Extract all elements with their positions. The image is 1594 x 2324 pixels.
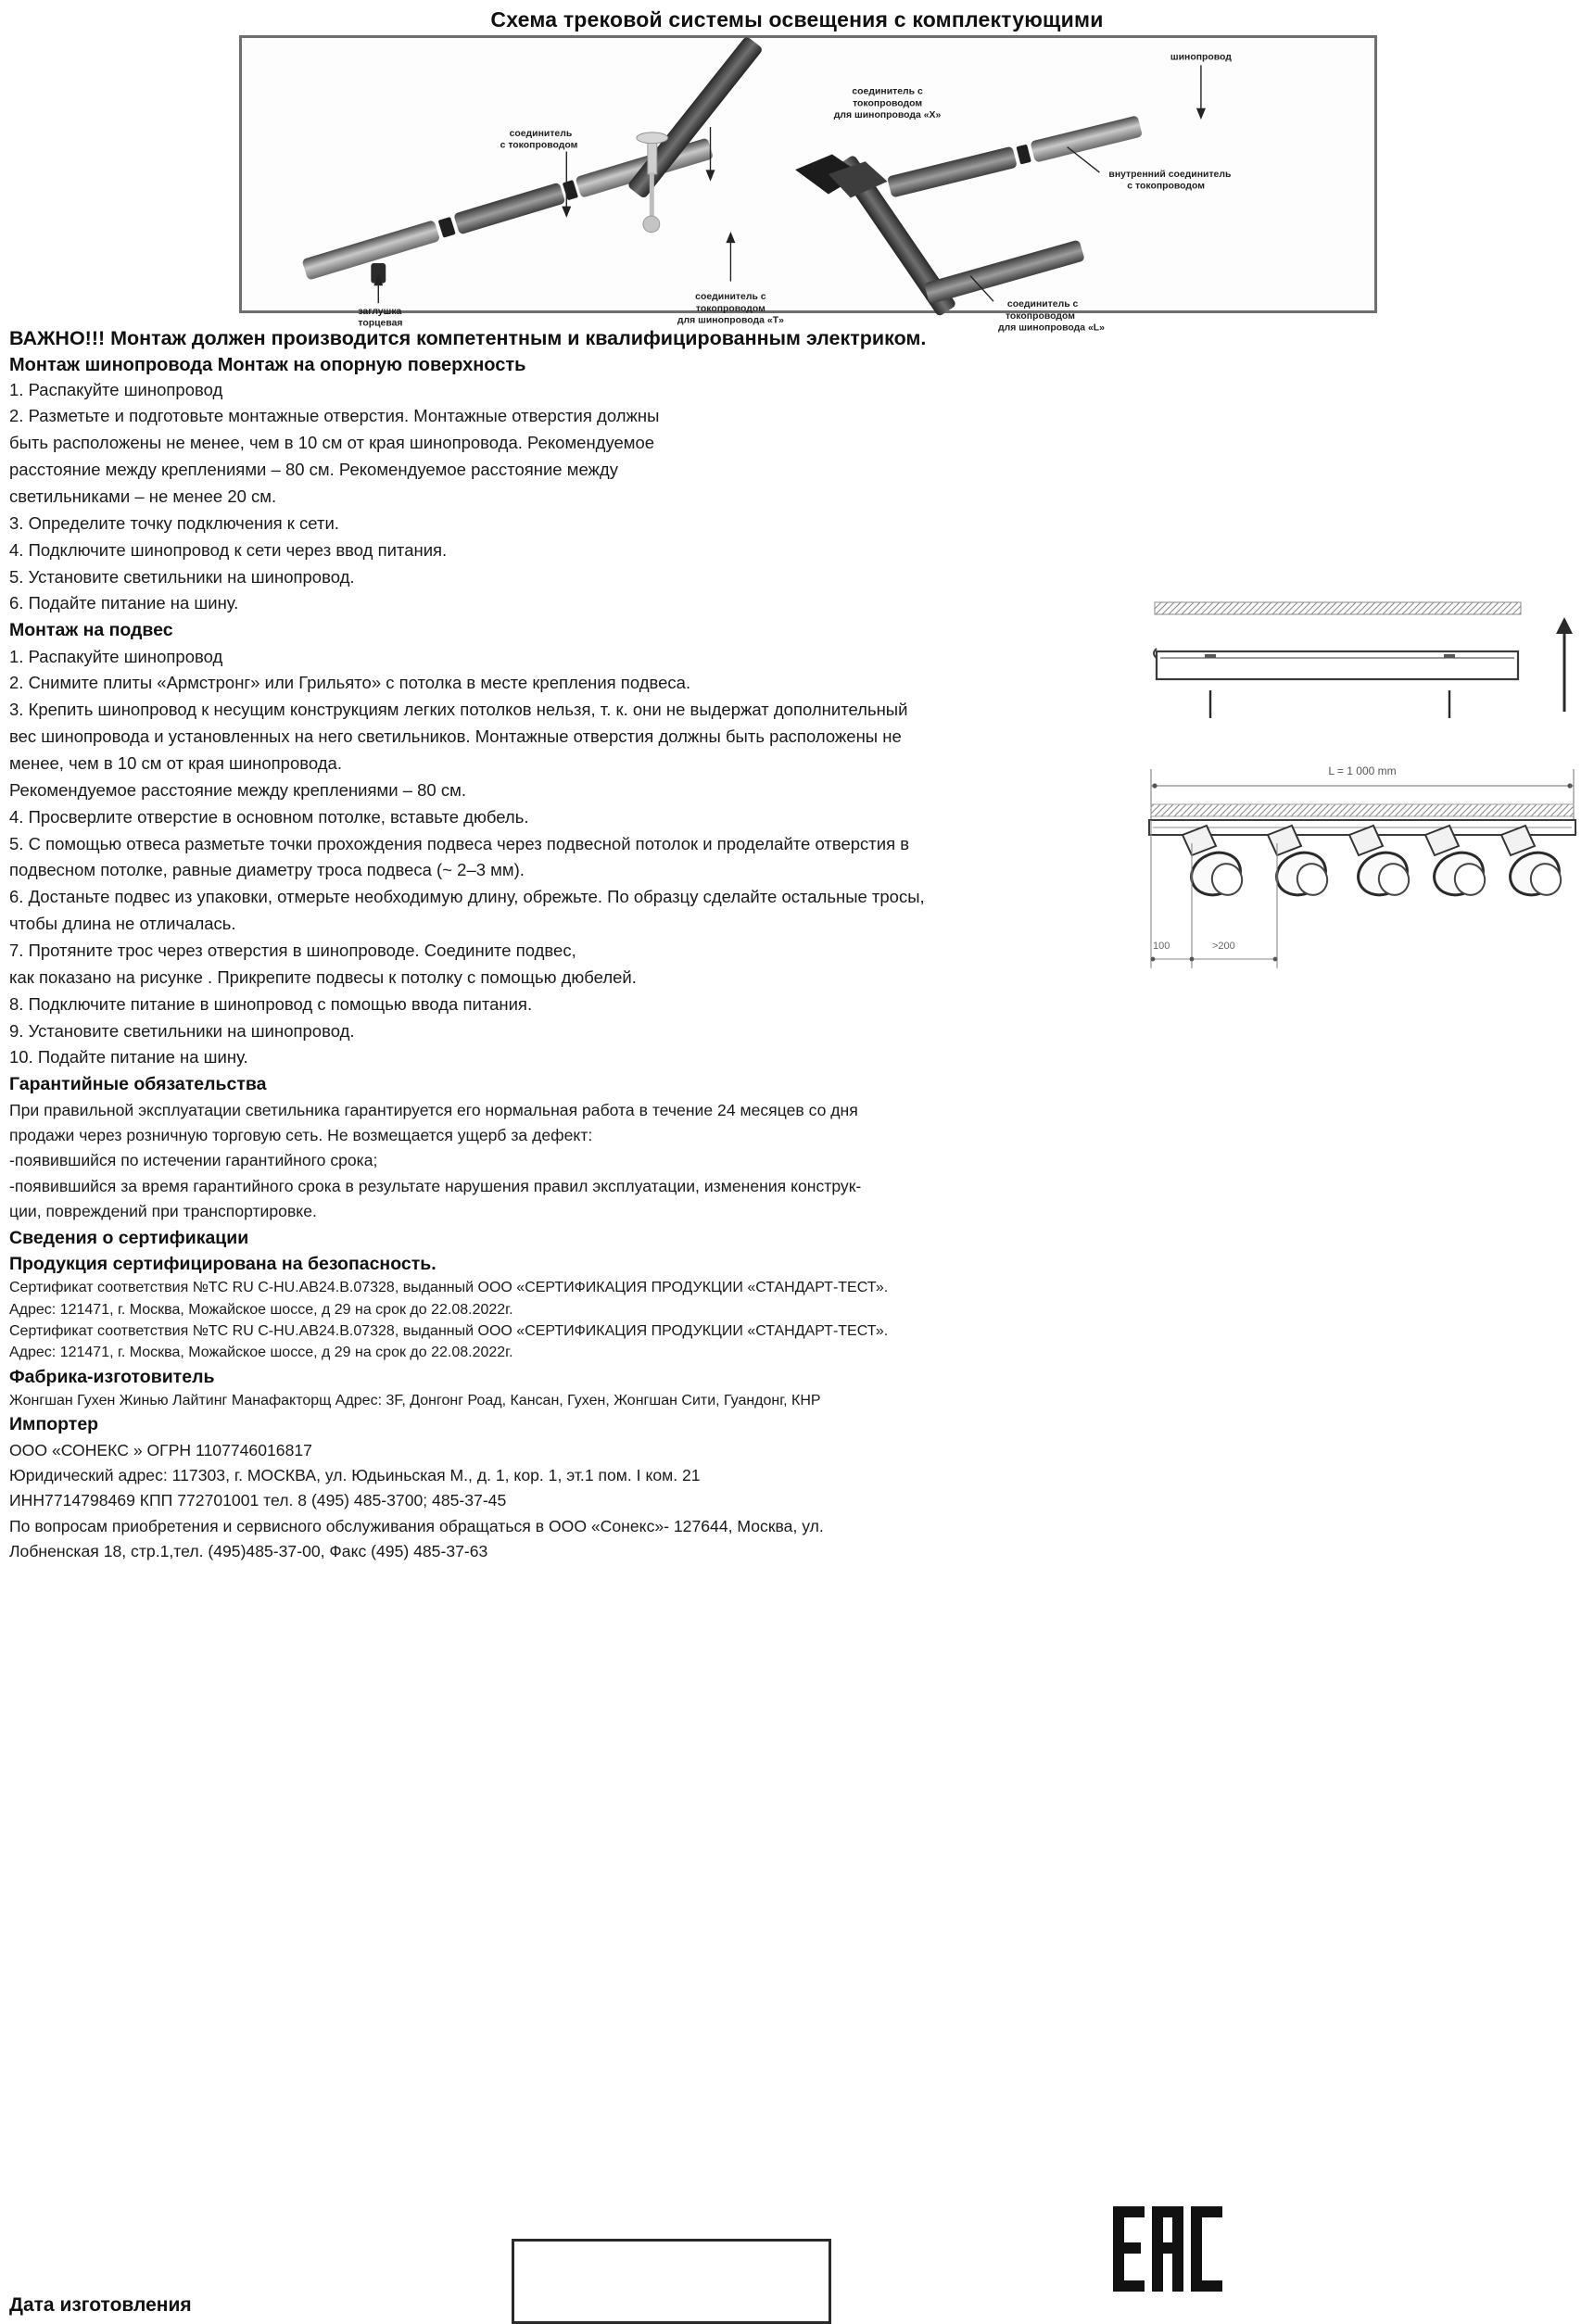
heading-factory: Фабрика-изготовитель <box>9 1366 215 1387</box>
screw-icon <box>1210 690 1449 718</box>
warranty-line-3: -появившийся по истечении гарантийного срока; <box>9 1151 378 1170</box>
step-susp-3a: 3. Крепить шинопровод к несущим конструкциям легких потолков нельзя, т. к. они не выдержат дополнительный <box>9 700 908 720</box>
importer-block <box>0 1438 1594 1565</box>
step-susp-8: 8. Подключите питание в шинопровод с помощью ввода питания. <box>9 993 533 1014</box>
top-mount-view <box>1154 602 1573 718</box>
length-dimension-label: L = 1 000 mm <box>1328 764 1397 777</box>
warranty-line-5: ции, повреждений при транспортировке. <box>9 1202 317 1221</box>
certification-headline: Продукция сертифицирована на безопасность. <box>9 1253 436 1274</box>
importer-line-5: Лобненская 18, стр.1,тел. (495)485-37-00, Факс (495) 485-37-63 <box>9 1542 488 1561</box>
spotlight-layout-view <box>1149 764 1575 968</box>
importer-line-1: ООО «СОНЕКС » ОГРН 1107746016817 <box>9 1440 312 1459</box>
diagram-hub <box>301 35 1143 317</box>
leader-lines <box>374 65 1205 303</box>
heading-warranty: Гарантийные обязательства <box>9 1074 267 1095</box>
label-connector-x-l2: токопроводом <box>853 98 923 109</box>
cert-line-3: Сертификат соответствия №ТС RU C-HU.АВ24.В.07328, выданный ООО «СЕРТИФИКАЦИЯ ПРОДУКЦИИ «СТАНДАРТ-ТЕСТ». <box>9 1322 889 1339</box>
step-surface-2b: быть расположены не менее, чем в 10 см от края шинопровода. Рекомендуемое <box>9 433 655 453</box>
manufacture-date-label: Дата изготовления <box>9 2294 192 2316</box>
manufacture-date-box[interactable] <box>512 2239 831 2324</box>
label-connector-l-l3: для шинопровода «L» <box>997 322 1105 334</box>
warranty-block <box>0 1098 1594 1225</box>
step-susp-1: 1. Распакуйте шинопровод <box>9 646 223 666</box>
importer-line-2: Юридический адрес: 117303, г. МОСКВА, ул. Юдьиньская М., д. 1, кор. 1, эт.1 пом. I ком. 21 <box>9 1466 701 1485</box>
heading-mount-suspension: Монтаж на подвес <box>9 620 173 641</box>
heading-mount-surface: Монтаж шинопровода Монтаж на опорную поверхность <box>9 354 526 375</box>
important-warning: ВАЖНО!!! Монтаж должен производится компетентным и квалифицированным электриком. <box>9 327 927 349</box>
step-susp-rec: Рекомендуемое расстояние между креплениями – 80 см. <box>9 779 466 800</box>
factory-address: Жонгшан Гухен Жинью Лайтинг Манафакторщ Адрес: 3F, Донгонг Роад, Кансан, Гухен, Жонгшан Сити, Гуандонг, КНР <box>9 1392 821 1408</box>
label-connector-power-feed-l2: с токопроводом <box>500 140 578 151</box>
installation-technical-drawing <box>1138 593 1594 982</box>
label-end-cap-l2: торцевая <box>358 318 403 329</box>
step-susp-6b: чтобы длина не отличалась. <box>9 914 236 934</box>
step-susp-4: 4. Просверлите отверстие в основном потолке, вставьте дюбель. <box>9 806 529 827</box>
step-susp-3c: менее, чем в 10 см от края шинопровода. <box>9 752 342 773</box>
cert-line-2: Адрес: 121471, г. Москва, Можайское шоссе, д 29 на срок до 22.08.2022г. <box>9 1301 513 1318</box>
label-connector-t-l2: токопроводом <box>695 304 765 314</box>
eac-mark-svg <box>1107 2201 1228 2297</box>
step-surface-3: 3. Определите точку подключения к сети. <box>9 512 339 533</box>
step-susp-10: 10. Подайте питание на шину. <box>9 1047 248 1067</box>
label-busbar: шинопровод <box>1170 52 1232 63</box>
step-susp-7b: как показано на рисунке . Прикрепите подвесы к потолку с помощью дюбелей. <box>9 966 637 987</box>
edge-dimension-label: 100 <box>1153 941 1170 952</box>
label-internal-connector-l1: внутренний соединитель <box>1108 170 1232 180</box>
label-connector-x-l3: для шинопровода «Х» <box>833 110 942 121</box>
spotlight-group <box>1183 826 1565 903</box>
diagram-svg <box>242 38 1374 334</box>
cert-line-1: Сертификат соответствия №ТС RU C-HU.АВ24.В.07328, выданный ООО «СЕРТИФИКАЦИЯ ПРОДУКЦИИ «СТАНДАРТ-ТЕСТ». <box>9 1280 889 1296</box>
page-title: Схема трековой системы освещения с комплектующими <box>490 7 1104 32</box>
label-connector-t-l3: для шинопровода «Т» <box>677 315 784 326</box>
label-connector-power-feed-l1: соединитель <box>509 128 573 139</box>
step-surface-2d: светильниками – не менее 20 см. <box>9 486 277 506</box>
step-susp-5b: подвесном потолке, равные диаметру троса подвеса (~ 2–3 мм). <box>9 860 525 880</box>
diagram-labels <box>358 53 1232 334</box>
label-connector-t-l1: соединитель с <box>695 292 766 303</box>
step-susp-5a: 5. С помощью отвеса разметьте точки прохождения подвеса через подвесной потолок и проделайте отверстия в <box>9 833 910 853</box>
heading-certification: Сведения о сертификации <box>9 1227 249 1248</box>
cert-line-4: Адрес: 121471, г. Москва, Можайское шоссе, д 29 на срок до 22.08.2022г. <box>9 1345 513 1361</box>
tech-drawing-svg <box>1138 593 1594 982</box>
step-susp-3b: вес шинопровода и установленных на него светильников. Монтажные отверстия должны быть расположены не <box>9 726 902 747</box>
heading-importer: Импортер <box>9 1414 99 1435</box>
step-surface-6: 6. Подайте питание на шину. <box>9 593 239 613</box>
warranty-line-4: -появившийся за время гарантийного срока в результате нарушения правил эксплуатации, изменения конструк- <box>9 1176 862 1195</box>
step-susp-7a: 7. Протяните трос через отверстия в шинопроводе. Соедините подвес, <box>9 940 576 960</box>
step-surface-2a: 2. Разметьте и подготовьте монтажные отверстия. Монтажные отверстия должны <box>9 406 660 426</box>
steps-surface <box>0 377 1594 618</box>
certification-block <box>0 1277 1594 1363</box>
step-surface-2c: расстояние между креплениями – 80 см. Рекомендуемое расстояние между <box>9 460 618 480</box>
direction-arrow-icon <box>1556 617 1573 712</box>
label-connector-x-l1: соединитель с <box>852 86 923 97</box>
track-system-diagram <box>239 35 1377 334</box>
warranty-line-2: продажи через розничную торговую сеть. Не возмещается ущерб за дефект: <box>9 1125 593 1144</box>
step-surface-5: 5. Установите светильники на шинопровод. <box>9 566 355 587</box>
eac-conformity-mark <box>1107 2201 1228 2297</box>
label-connector-l-l1: соединитель с <box>1006 299 1079 310</box>
step-susp-6a: 6. Достаньте подвес из упаковки, отмерьте необходимую длину, обрежьте. По образцу сделайте остальные тросы, <box>9 887 925 907</box>
label-end-cap-l1: заглушка <box>358 306 402 317</box>
importer-line-3: ИНН7714798469 КПП 772701001 тел. 8 (495) 485-3700; 485-37-45 <box>9 1491 507 1510</box>
step-surface-1: 1. Распакуйте шинопровод <box>9 379 223 399</box>
step-surface-4: 4. Подключите шинопровод к сети через ввод питания. <box>9 539 448 560</box>
importer-line-4: По вопросам приобретения и сервисного обслуживания обращаться в ООО «Сонекс»- 127644, Москва, ул. <box>9 1516 824 1535</box>
spacing-dimension-label: >200 <box>1212 941 1235 952</box>
label-connector-l-l2: токопроводом <box>1005 310 1075 322</box>
step-susp-2: 2. Снимите плиты «Армстронг» или Грильято» с потолка в месте крепления подвеса. <box>9 673 691 693</box>
warranty-line-1: При правильной эксплуатации светильника гарантируется его нормальная работа в течение 24 месяцев со дня <box>9 1100 858 1119</box>
step-susp-9: 9. Установите светильники на шинопровод. <box>9 1020 355 1041</box>
label-internal-connector-l2: с токопроводом <box>1127 181 1206 192</box>
